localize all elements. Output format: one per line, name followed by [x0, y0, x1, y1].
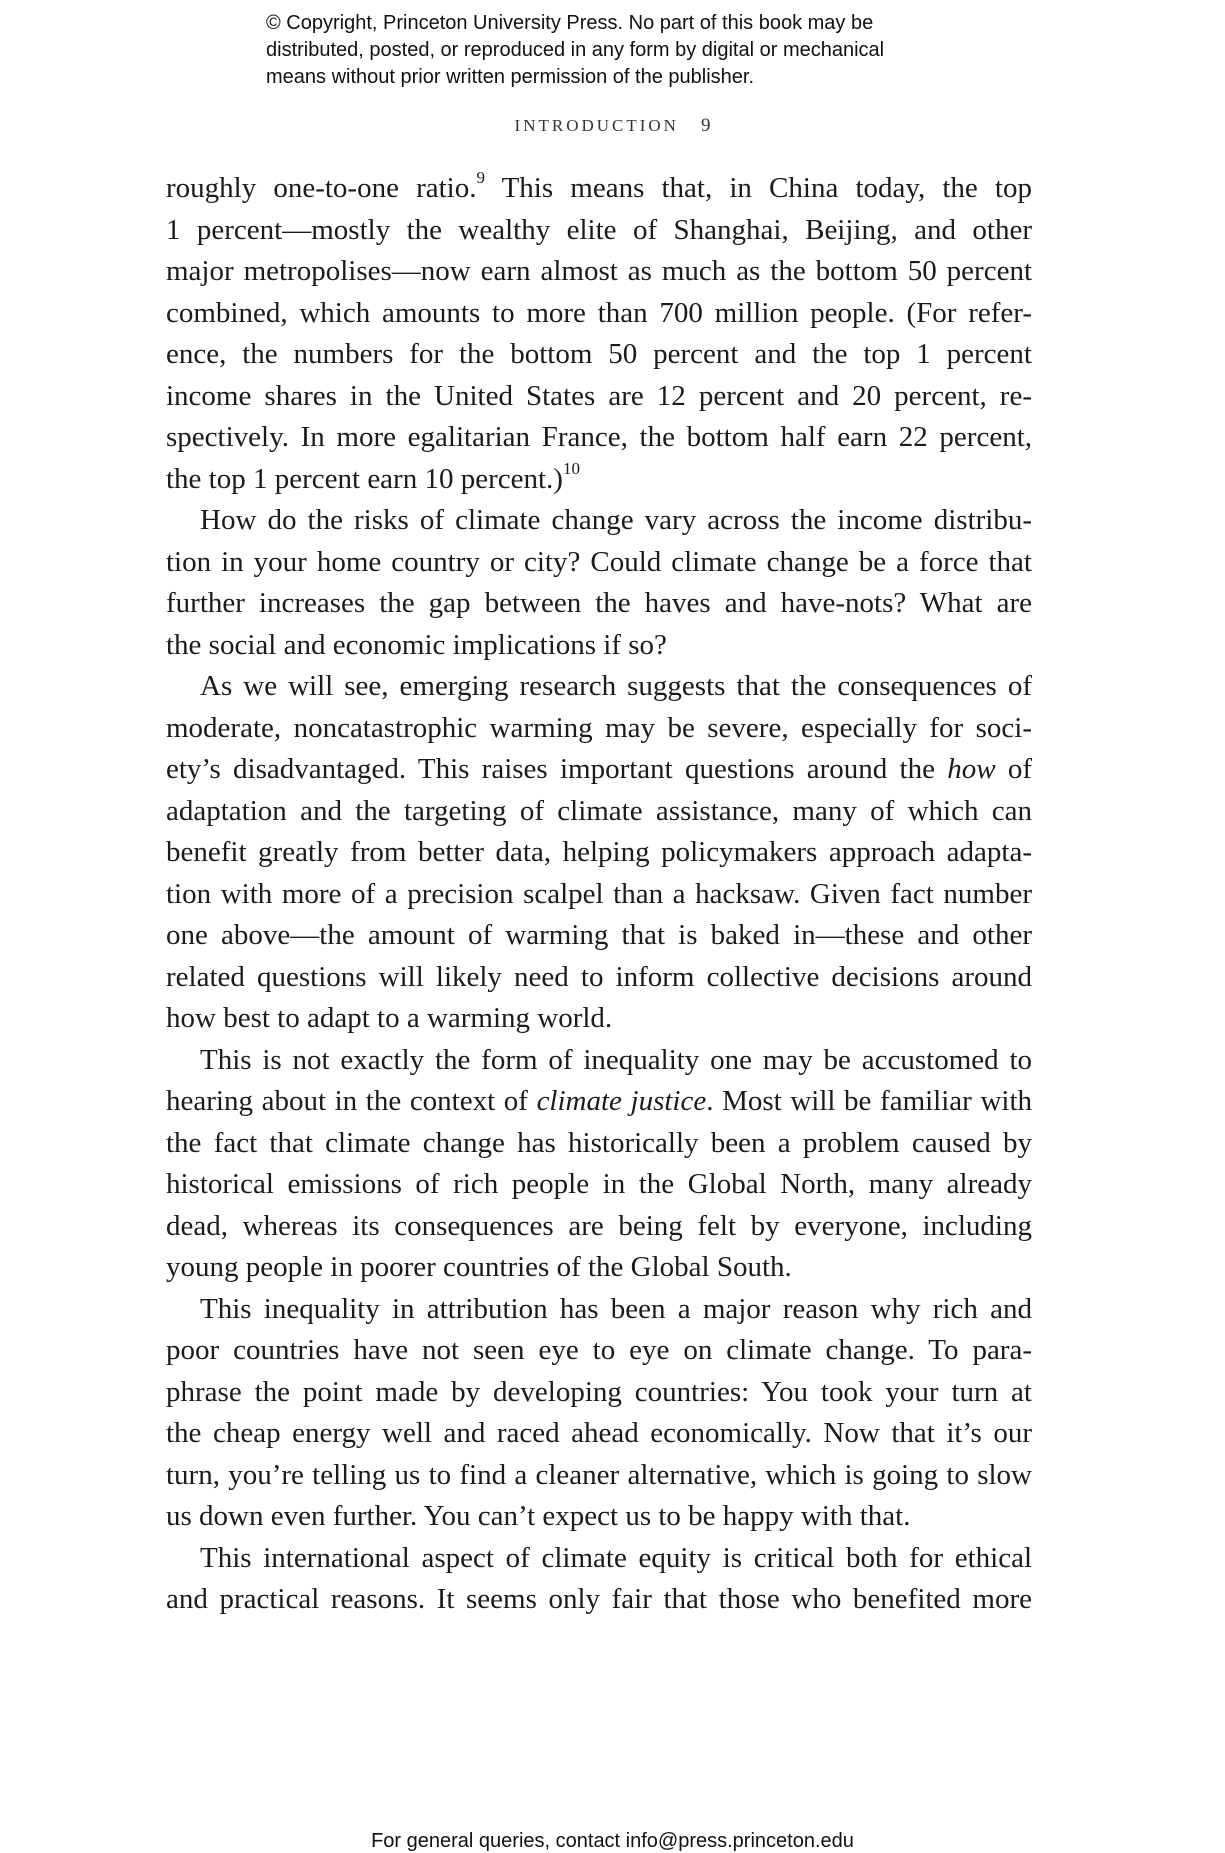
- text-line: tion with more of a precision scalpel than a hacksaw. Given fact number: [166, 877, 1032, 910]
- text-line: how best to adapt to a warming world.: [166, 1002, 613, 1034]
- text-line: adaptation and the targeting of climate assistance, many of which can: [166, 794, 1032, 827]
- text-line: As we will see, emerging research suggests that the consequences of: [200, 670, 1032, 702]
- page-number: 9: [700, 115, 711, 136]
- text-line: 1 percent—mostly the wealthy elite of Shanghai, Beijing, and other: [166, 213, 1032, 246]
- paragraph: [166, 1040, 1032, 1289]
- text-line: tion in your home country or city? Could climate change be a force that: [166, 545, 1032, 578]
- text-line: [166, 1081, 1032, 1123]
- text-line: the social and economic implications if so?: [166, 628, 667, 661]
- text-line: phrase the point made by developing countries: You took your turn at: [166, 1375, 1032, 1408]
- text-run: roughly one-to-one ratio.: [166, 172, 477, 204]
- copyright-notice: [266, 10, 986, 91]
- running-head: [0, 115, 1225, 137]
- text-run: . Most will be familiar with: [706, 1085, 1032, 1117]
- text-line: benefit greatly from better data, helping policymakers approach adapta-: [166, 836, 1032, 868]
- text-run: the top 1 percent earn 10 percent.): [166, 462, 563, 495]
- paragraph: [166, 666, 1032, 1040]
- text-line: and practical reasons. It seems only fair that those who benefited more: [166, 1583, 1032, 1615]
- paragraph: [166, 500, 1032, 666]
- text-run: hearing about in the context of: [166, 1085, 537, 1117]
- emphasis: how: [947, 753, 996, 785]
- text-line: This inequality in attribution has been a major reason why rich and: [200, 1292, 1032, 1325]
- text-line: spectively. In more egalitarian France, the bottom half earn 22 percent,: [166, 421, 1032, 453]
- text-line: poor countries have not seen eye to eye on climate change. To para-: [166, 1334, 1032, 1366]
- body-text: [166, 168, 1032, 1621]
- paragraph: [166, 168, 1032, 500]
- emphasis: climate justice: [536, 1085, 707, 1117]
- text-line: This international aspect of climate equity is critical both for ethical: [200, 1541, 1032, 1574]
- text-line: income shares in the United States are 12 percent and 20 percent, re-: [166, 379, 1032, 412]
- copyright-line: © Copyright, Princeton University Press. No part of this book may be: [266, 12, 874, 34]
- text-line: [166, 168, 1032, 210]
- footnote-ref[interactable]: 10: [562, 458, 580, 478]
- text-line: one above—the amount of warming that is baked in—these and other: [166, 919, 1032, 951]
- text-line: moderate, noncatastrophic warming may be severe, especially for soci-: [166, 711, 1032, 744]
- text-line: major metropolises—now earn almost as much as the bottom 50 percent: [166, 255, 1032, 287]
- copyright-line: distributed, posted, or reproduced in any form by digital or mechanical: [266, 39, 885, 61]
- paragraph: [166, 1289, 1032, 1538]
- text-run: This means that, in China today, the top: [484, 172, 1032, 204]
- text-run: of: [995, 753, 1032, 785]
- text-line: [166, 459, 1032, 501]
- text-line: us down even further. You can’t expect us to be happy with that.: [166, 1500, 911, 1532]
- text-line: combined, which amounts to more than 700 million people. (For refer-: [166, 296, 1032, 329]
- footer-contact: For general queries, contact info@press.princeton.edu: [371, 1830, 854, 1852]
- text-line: How do the risks of climate change vary across the income distribu-: [200, 504, 1032, 536]
- text-line: further increases the gap between the haves and have-nots? What are: [166, 587, 1032, 619]
- footnote-ref[interactable]: 9: [476, 168, 485, 187]
- text-line: This is not exactly the form of inequality one may be accustomed to: [200, 1043, 1032, 1076]
- section-title: INTRODUCTION: [514, 116, 679, 135]
- text-line: [166, 749, 1032, 791]
- text-line: the fact that climate change has historically been a problem caused by: [166, 1126, 1032, 1159]
- text-run: ety’s disadvantaged. This raises important questions around the: [166, 753, 948, 785]
- copyright-line: means without prior written permission of the publisher.: [266, 66, 755, 88]
- text-line: historical emissions of rich people in the Global North, many already: [166, 1168, 1032, 1200]
- text-line: related questions will likely need to inform collective decisions around: [166, 960, 1032, 993]
- text-line: ence, the numbers for the bottom 50 percent and the top 1 percent: [166, 338, 1032, 370]
- text-line: young people in poorer countries of the Global South.: [166, 1251, 792, 1283]
- text-line: dead, whereas its consequences are being felt by everyone, including: [166, 1209, 1032, 1242]
- text-line: turn, you’re telling us to find a cleaner alternative, which is going to slow: [166, 1458, 1032, 1491]
- paragraph: [166, 1538, 1032, 1621]
- text-line: the cheap energy well and raced ahead economically. Now that it’s our: [166, 1417, 1032, 1449]
